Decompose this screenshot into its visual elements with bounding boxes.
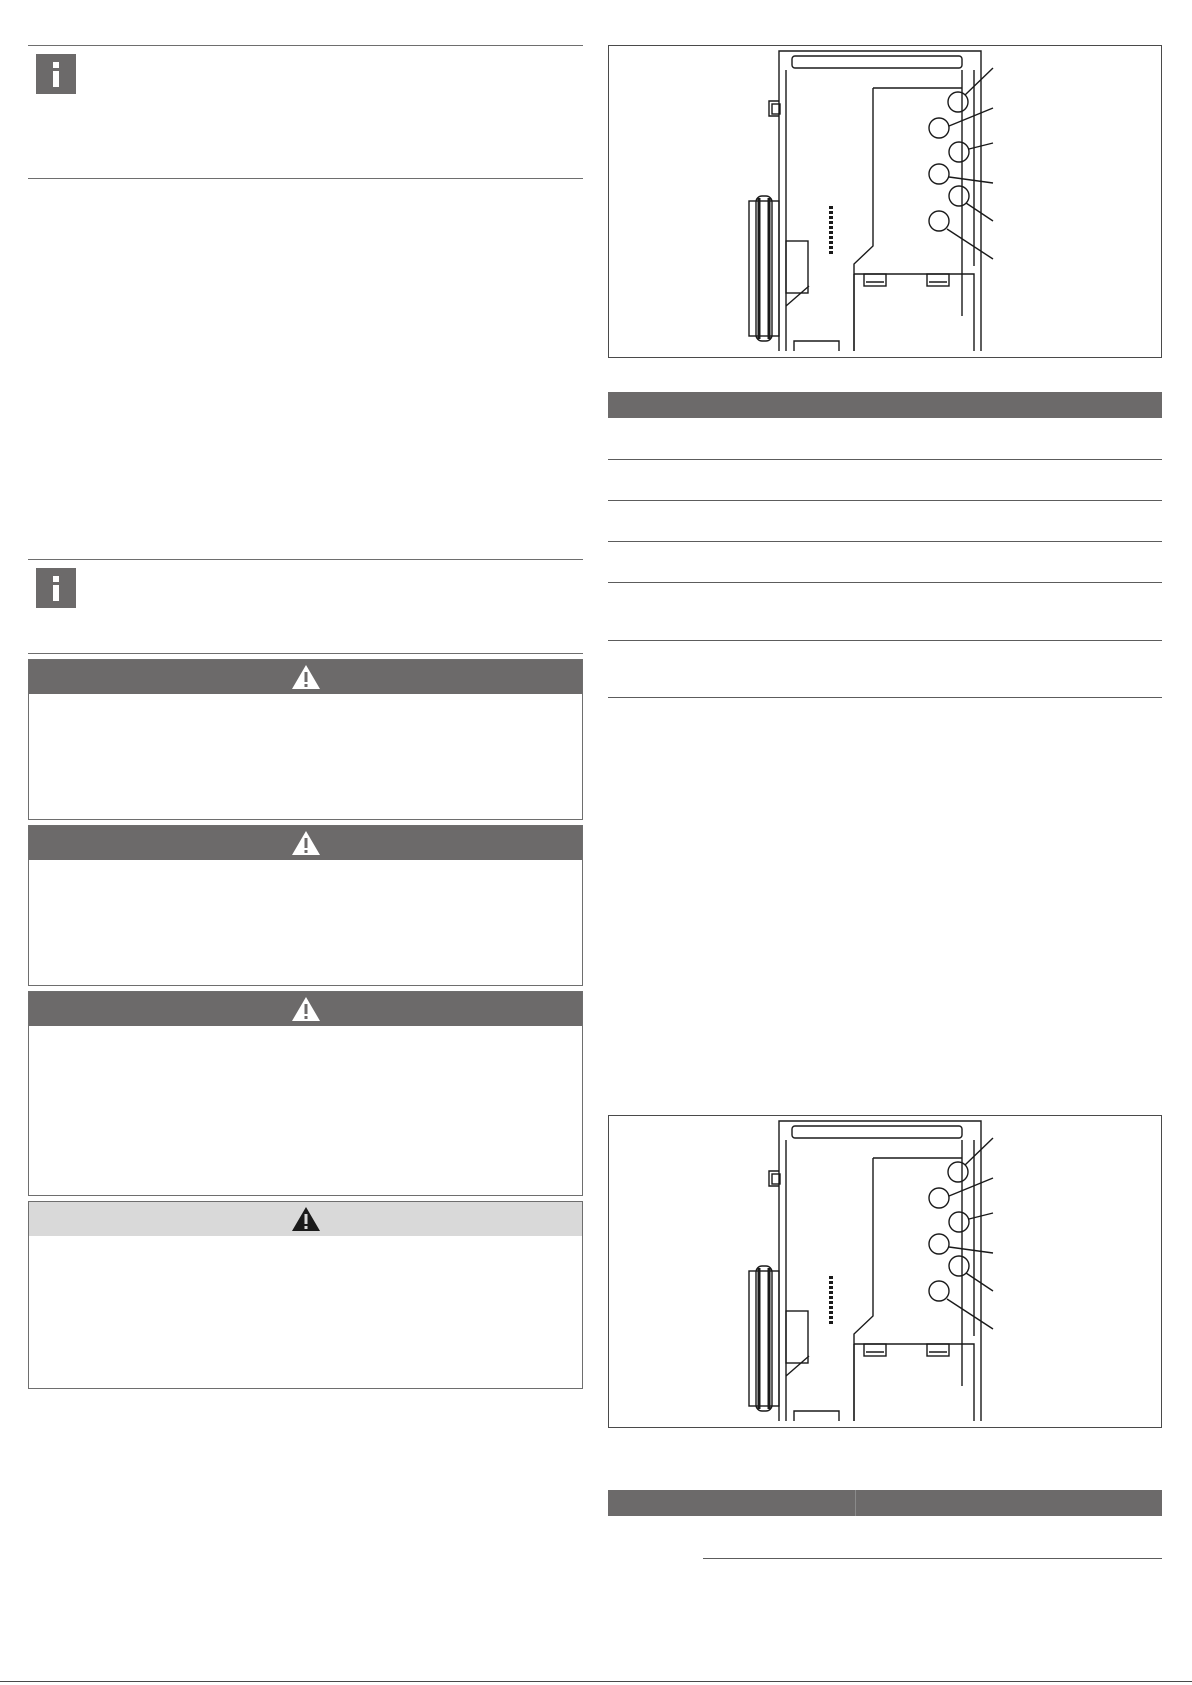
warning-body [29, 860, 582, 985]
table-header [608, 1490, 1162, 1516]
warning-header [29, 992, 582, 1026]
caution-body [29, 1236, 582, 1388]
warning-triangle-icon [290, 829, 322, 857]
info-icon [36, 54, 76, 94]
device-figure [608, 45, 1162, 358]
device-drawing [609, 46, 1161, 357]
table-row-divider [703, 1558, 1162, 1559]
warning-header [29, 826, 582, 860]
table-row [608, 542, 1162, 583]
warning-triangle-icon [290, 995, 322, 1023]
warning-triangle-icon [290, 663, 322, 691]
device-figure [608, 1115, 1162, 1428]
info-icon [36, 568, 76, 608]
table-row [608, 501, 1162, 542]
section-rule [28, 178, 583, 179]
page-bottom-rule [0, 1681, 1192, 1682]
table-row [608, 460, 1162, 501]
warning-box [28, 825, 583, 986]
section-rule-top [28, 45, 583, 46]
warning-box [28, 659, 583, 820]
section-rule [28, 653, 583, 654]
device-drawing [609, 1116, 1161, 1427]
warning-triangle-icon [290, 1205, 322, 1233]
warning-box [28, 991, 583, 1196]
warning-body [29, 1026, 582, 1195]
section-rule [28, 559, 583, 560]
warning-body [29, 694, 582, 819]
table-row [608, 641, 1162, 698]
table-row [608, 418, 1162, 460]
table-row [608, 583, 1162, 641]
table-header [608, 392, 1162, 418]
warning-header [29, 660, 582, 694]
caution-box [28, 1201, 583, 1389]
table-header-divider [855, 1490, 856, 1516]
caution-header [29, 1202, 582, 1236]
